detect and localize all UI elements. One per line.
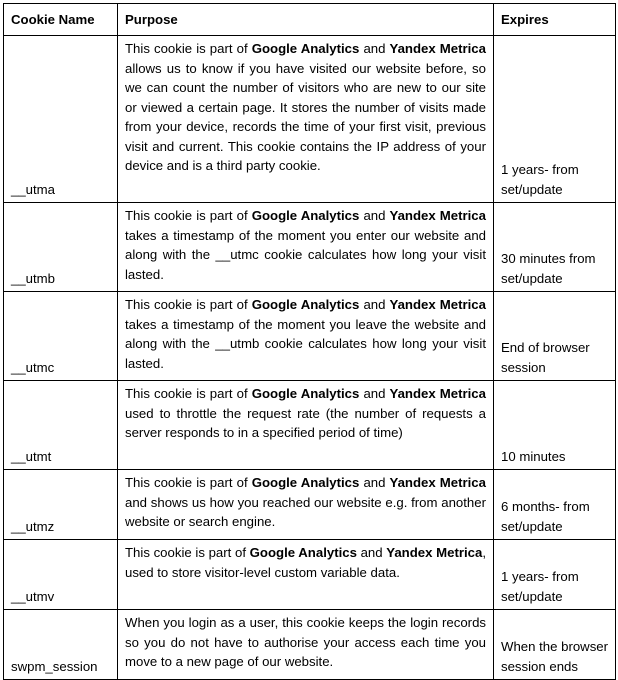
table-row: [4, 203, 616, 292]
purpose-brand-yandex: Yandex Metrica: [386, 545, 483, 560]
cookie-name-cell: __utmc: [4, 292, 118, 381]
cookie-name-cell: __utma: [4, 36, 118, 203]
cookie-purpose-cell: [118, 36, 494, 203]
purpose-text: , used to store visitor-level custom variable data.: [125, 545, 486, 580]
purpose-brand-yandex: Yandex Metrica: [389, 208, 486, 223]
purpose-text: and: [359, 297, 390, 312]
table-row: [4, 610, 616, 680]
purpose-brand-yandex: Yandex Metrica: [389, 475, 486, 490]
purpose-text: and: [359, 41, 390, 56]
cookie-expires-cell: End of browser session: [494, 292, 616, 381]
purpose-brand-google: Google Analytics: [251, 297, 360, 312]
table-row: [4, 36, 616, 203]
purpose-text: and: [359, 208, 390, 223]
purpose-text: This cookie is part of: [125, 386, 252, 401]
purpose-brand-google: Google Analytics: [251, 386, 360, 401]
header-cookie-name: Cookie Name: [4, 4, 118, 36]
cookie-name-cell: __utmv: [4, 540, 118, 610]
purpose-brand-google: Google Analytics: [249, 545, 357, 560]
header-expires: Expires: [494, 4, 616, 36]
purpose-brand-yandex: Yandex Metrica: [389, 41, 486, 56]
cookie-expires-cell: When the browser session ends: [494, 610, 616, 680]
purpose-text: This cookie is part of: [125, 41, 252, 56]
purpose-text: This cookie is part of: [125, 545, 250, 560]
purpose-text: allows us to know if you have visited our website before, so we can count the number of visitors who are new to our site or viewed a certain page. It stores the number of visits made from your device, records the time of your first visit, previous visit and current. This cookie contains the IP address of your device and is a third party cookie.: [125, 60, 486, 173]
cookie-name-cell: __utmz: [4, 470, 118, 540]
purpose-text: This cookie is part of: [125, 475, 252, 490]
purpose-text: This cookie is part of: [125, 208, 252, 223]
purpose-text: and: [359, 386, 390, 401]
text-cursor: [615, 611, 616, 629]
purpose-text: and: [356, 545, 387, 560]
purpose-brand-yandex: Yandex Metrica: [389, 297, 486, 312]
purpose-brand-yandex: Yandex Metrica: [389, 386, 486, 401]
header-purpose: Purpose: [118, 4, 494, 36]
purpose-text: used to throttle the request rate (the number of requests a server responds to in a specified period of time): [125, 405, 486, 440]
table-row: [4, 381, 616, 470]
purpose-text: This cookie is part of: [125, 297, 252, 312]
cookie-expires-cell: 6 months- from set/update: [494, 470, 616, 540]
table-row: [4, 540, 616, 610]
table-row: [4, 292, 616, 381]
table-row: [4, 470, 616, 540]
purpose-text: takes a timestamp of the moment you enter our website and along with the __utmc cookie calculates how long your visit lasted.: [125, 227, 486, 282]
cookie-expires-cell: 1 years- from set/update: [494, 36, 616, 203]
cookie-name-cell: __utmt: [4, 381, 118, 470]
cookie-purpose-cell: [118, 381, 494, 470]
purpose-text: takes a timestamp of the moment you leave the website and along with the __utmb cookie calculates how long your visit lasted.: [125, 316, 486, 371]
cookie-table: [3, 3, 616, 680]
cookie-purpose-cell: [118, 470, 494, 540]
cookie-expires-cell: 10 minutes: [494, 381, 616, 470]
purpose-text: and shows us how you reached our website e.g. from another website or search engine.: [125, 494, 486, 529]
cookie-expires-cell: 30 minutes from set/update: [494, 203, 616, 292]
cookie-purpose-cell: [118, 540, 494, 610]
cookie-expires-cell: 1 years- from set/update: [494, 540, 616, 610]
table-header-row: [4, 4, 616, 36]
cookie-name-cell: __utmb: [4, 203, 118, 292]
purpose-text: and: [359, 475, 390, 490]
cookie-purpose-cell: [118, 203, 494, 292]
purpose-brand-google: Google Analytics: [251, 208, 360, 223]
purpose-brand-google: Google Analytics: [251, 475, 360, 490]
cookie-purpose-cell: [118, 292, 494, 381]
cookie-purpose-cell: When you login as a user, this cookie keeps the login records so you do not have to authorise your access each time you move to a new page of our website.: [118, 610, 494, 680]
purpose-brand-google: Google Analytics: [251, 41, 360, 56]
cookie-name-cell: swpm_session: [4, 610, 118, 680]
